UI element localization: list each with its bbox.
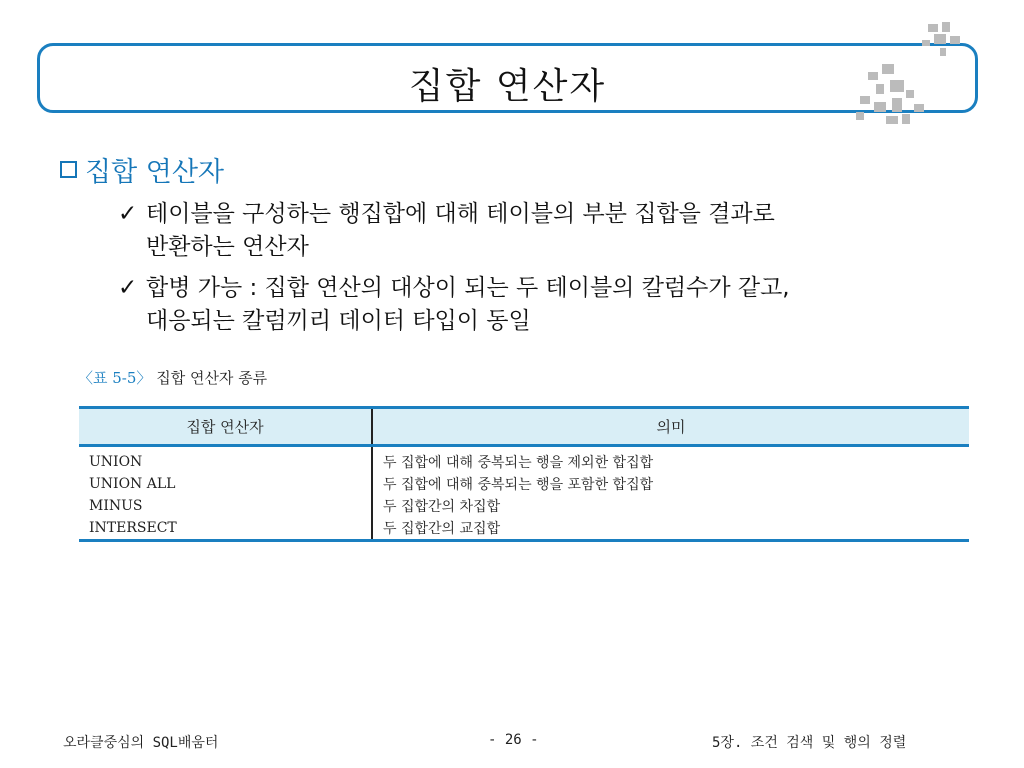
section-heading-text: 집합 연산자	[85, 157, 224, 188]
bullet-item	[118, 198, 775, 264]
operator-cell: UNION ALL	[79, 473, 372, 495]
check-mark-icon: ✓	[118, 275, 138, 301]
table-title: 집합 연산자 종류	[156, 369, 268, 387]
column-header: 집합 연산자	[79, 408, 372, 446]
meaning-cell: 두 집합에 대해 중복되는 행을 포함한 합집합	[383, 477, 654, 493]
check-mark-icon: ✓	[118, 201, 138, 227]
section-heading	[60, 150, 224, 189]
meaning-cell: 두 집합간의 차집합	[383, 499, 501, 515]
table-caption	[78, 367, 267, 388]
bullet-line: 반환하는 연산자	[146, 234, 309, 260]
table-row	[79, 473, 969, 495]
table-row	[79, 517, 969, 541]
meaning-cell: 두 집합간의 교집합	[372, 517, 969, 541]
bullet-line: 테이블을 구성하는 행집합에 대해 테이블의 부분 집합을 결과로	[146, 201, 775, 227]
operator-cell: UNION	[79, 446, 372, 474]
set-operator-table	[79, 406, 969, 542]
meaning-cell: 두 집합에 대해 중복되는 행을 제외한 합집합	[383, 455, 654, 471]
slide-title: 집합 연산자	[408, 66, 607, 107]
bullet-line: 대응되는 칼럼끼리 데이터 타입이 동일	[146, 308, 531, 334]
footer-left: 오라클중심의 SQL배움터	[63, 735, 219, 751]
table-number: 〈표 5-5〉	[78, 369, 152, 387]
bullet-line: 합병 가능 : 집합 연산의 대상이 되는 두 테이블의 칼럼수가 같고,	[146, 275, 790, 301]
table-row	[79, 495, 969, 517]
operator-cell: MINUS	[79, 495, 372, 517]
decorative-figure-icon	[830, 20, 980, 128]
table-header-row	[79, 408, 969, 446]
footer-right: 5장. 조건 검색 및 행의 정렬	[712, 735, 907, 751]
column-header: 의미	[372, 408, 969, 446]
operator-cell: INTERSECT	[79, 517, 372, 541]
bullet-item	[118, 272, 790, 338]
table-row	[79, 446, 969, 474]
page-number: - 26 -	[488, 732, 539, 748]
checkbox-bullet-icon	[60, 161, 77, 178]
